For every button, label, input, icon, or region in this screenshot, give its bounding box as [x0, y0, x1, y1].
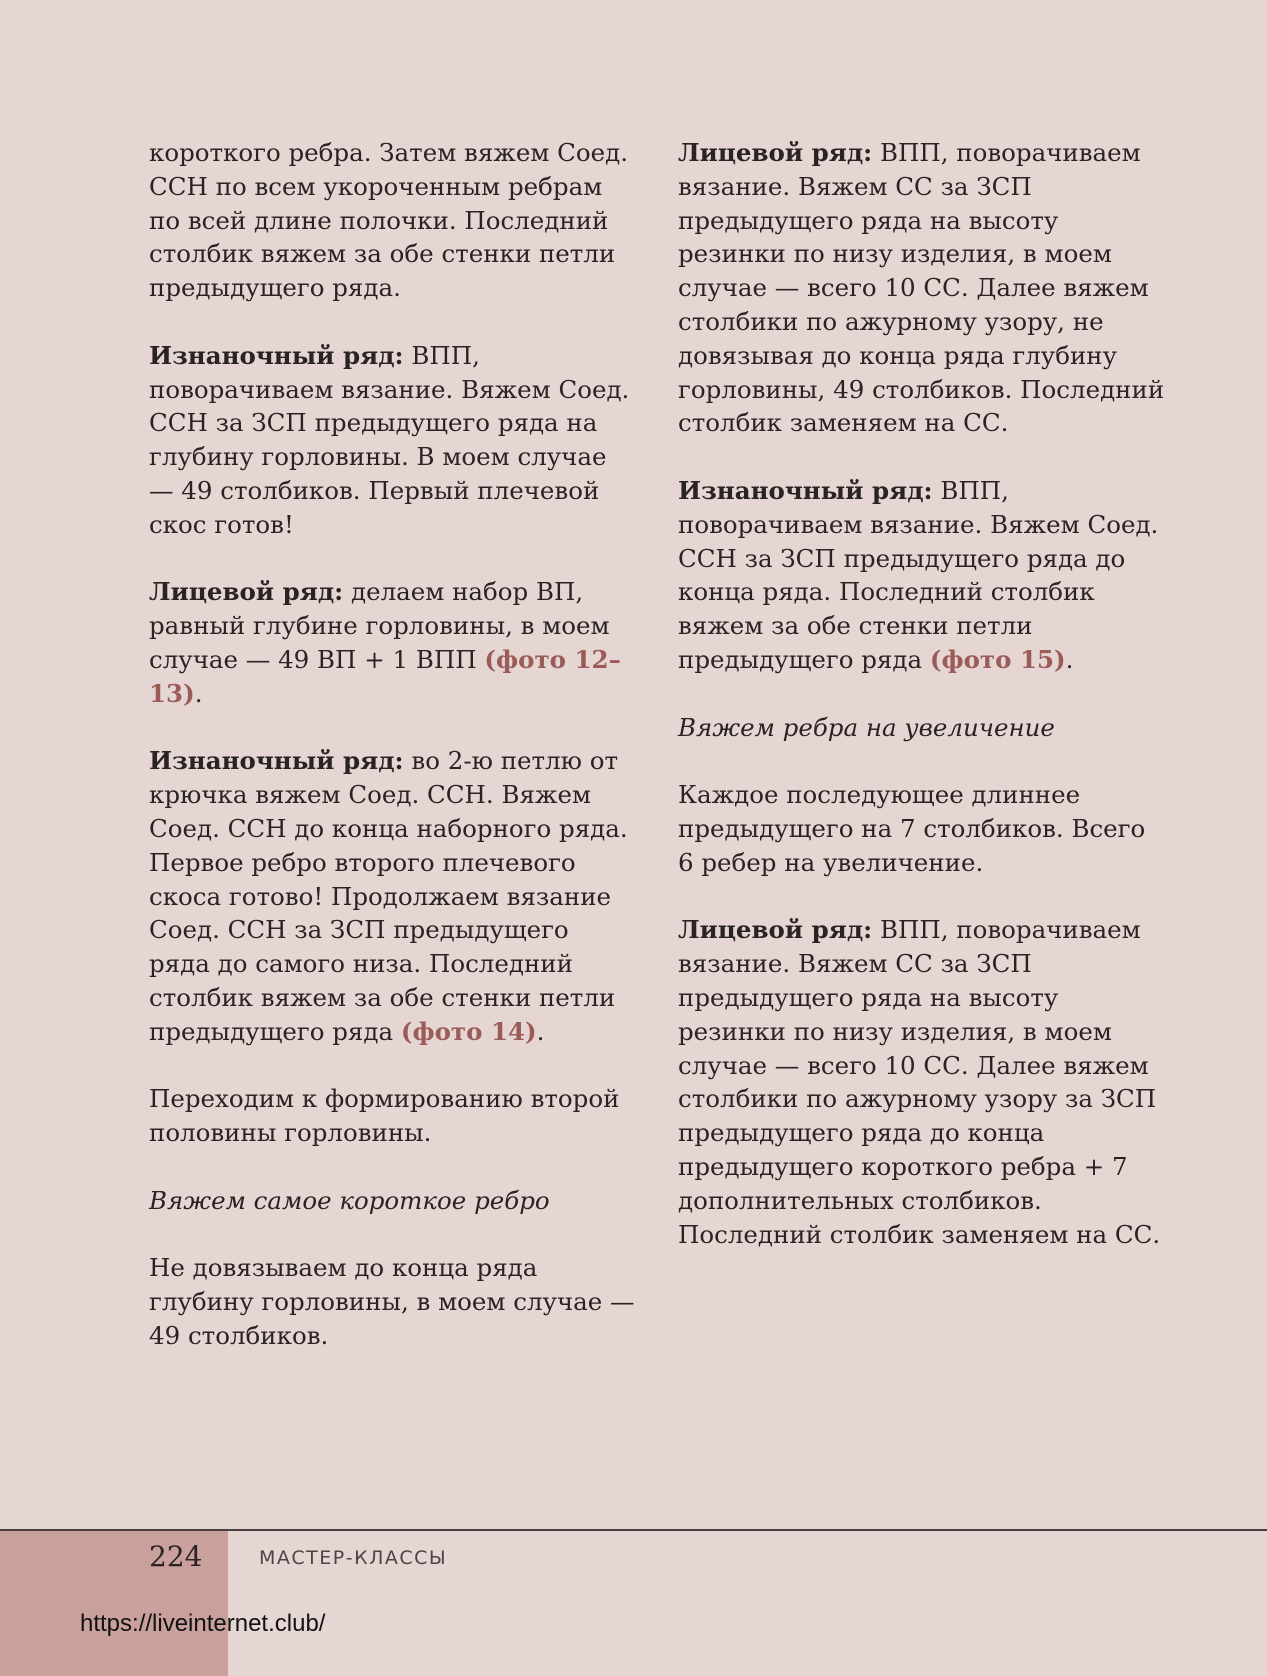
paragraph-end: .: [536, 1016, 545, 1046]
paragraph: [678, 136, 1168, 440]
paragraph: [149, 575, 635, 710]
paragraph-text: делаем набор ВП, равный глубине горловины, в моем случае — 49 ВП + 1 ВПП: [149, 577, 610, 674]
paragraph-text: ВПП, поворачиваем вязание. Вяжем СС за ЗСП предыдущего ряда на высоту резинки по низу изделия, в моем случае — всего 10 СС. Далее вяжем столбики по ажурному узору, не довязывая до конца ряда глубину горловины, 49 столбиков. Последний столбик заменяем на СС.: [678, 138, 1165, 438]
paragraph: [149, 1251, 635, 1352]
paragraph-end: .: [1065, 644, 1074, 674]
paragraph-text: Не довязываем до конца ряда глубину горловины, в моем случае — 49 столбиков.: [149, 1253, 635, 1350]
paragraph: [678, 778, 1168, 879]
left-column: [149, 136, 635, 1386]
row-label: Лицевой ряд:: [678, 138, 873, 167]
row-label: Изнаночный ряд:: [678, 475, 933, 505]
paragraph: [678, 913, 1168, 1251]
subheading: Вяжем самое короткое ребро: [149, 1185, 550, 1215]
photo-reference: (фото 12–13): [149, 644, 621, 708]
paragraph-end: .: [194, 678, 203, 708]
page-number: 224: [149, 1540, 203, 1573]
section-title: МАСТЕР-КЛАССЫ: [259, 1547, 448, 1569]
paragraph-text: во 2-ю петлю от крючка вяжем Соед. ССН. Вяжем Соед. ССН до конца наборного ряда. Первое ребро второго плечевого скоса готово! Продолжаем вязание Соед. ССН за ЗСП предыдущего ряда до самого низа. Последний столбик вяжем за обе стенки петли предыдущего ряда: [149, 746, 628, 1046]
paragraph-text: ВПП, поворачиваем вязание. Вяжем Соед. ССН за ЗСП предыдущего ряда до конца ряда. Последний столбик вяжем за обе стенки петли предыдущего ряда: [678, 475, 1159, 674]
subheading: Вяжем ребра на увеличение: [678, 712, 1055, 742]
row-label: Изнаночный ряд:: [149, 746, 404, 776]
photo-reference: (фото 15): [929, 644, 1066, 674]
photo-reference: (фото 14): [400, 1016, 537, 1046]
row-label: Лицевой ряд:: [149, 577, 344, 607]
paragraph: [149, 1082, 635, 1150]
watermark-url[interactable]: https://liveinternet.club/: [80, 1610, 326, 1637]
paragraph-text: короткого ребра. Затем вяжем Соед. ССН по всем укороченным ребрам по всей длине полочки. Последний столбик вяжем за обе стенки петли предыдущего ряда.: [149, 138, 629, 303]
paragraph: [149, 339, 635, 542]
paragraph: [149, 744, 635, 1048]
paragraph-text: Каждое последующее длиннее предыдущего на 7 столбиков. Всего 6 ребер на увеличение.: [678, 780, 1146, 877]
paragraph-text: Переходим к формированию второй половины горловины.: [149, 1084, 620, 1148]
paragraph-text: ВПП, поворачиваем вязание. Вяжем СС за ЗСП предыдущего ряда на высоту резинки по низу изделия, в моем случае — всего 10 СС. Далее вяжем столбики по ажурному узору за ЗСП предыдущего ряда до конца предыдущего короткого ребра + 7 дополнительных столбиков. Последний столбик заменяем на СС.: [678, 915, 1161, 1249]
right-column: [678, 136, 1168, 1285]
row-label: Изнаночный ряд:: [149, 340, 404, 370]
paragraph: [149, 136, 635, 305]
paragraph-text: ВПП, поворачиваем вязание. Вяжем Соед. ССН за ЗСП предыдущего ряда на глубину горловины. В моем случае — 49 столбиков. Первый плечевой скос готов!: [149, 340, 630, 539]
row-label: Лицевой ряд:: [678, 915, 873, 945]
paragraph: [678, 474, 1168, 677]
